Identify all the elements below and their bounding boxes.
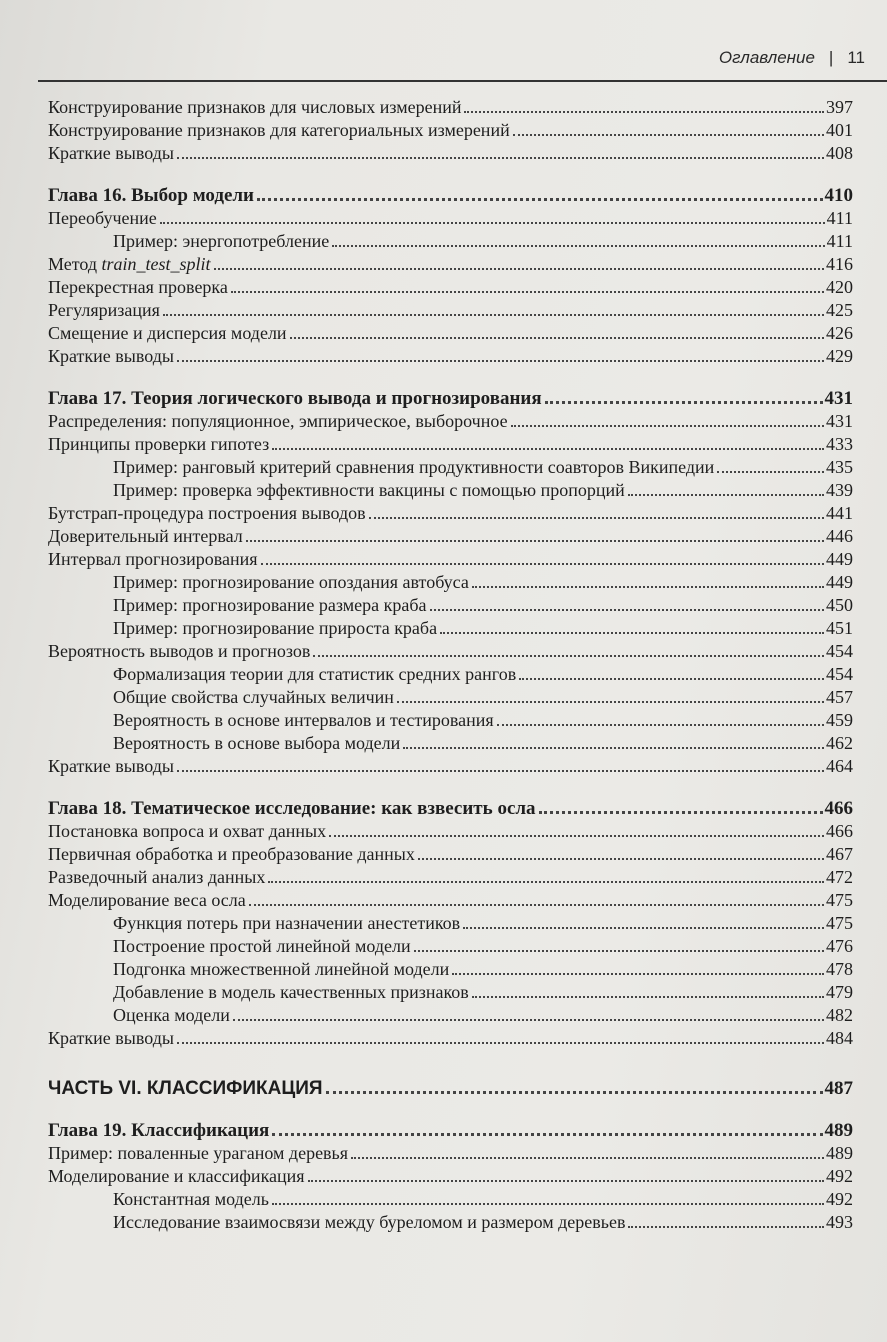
toc-page-number: 476 <box>826 936 853 956</box>
toc-entry-title <box>48 387 542 410</box>
dot-leader <box>231 291 824 293</box>
toc-entry <box>48 981 853 1004</box>
toc-entry-title <box>48 755 174 778</box>
toc-page-number: 475 <box>826 890 853 910</box>
toc-page-number: 464 <box>826 756 853 776</box>
toc-entry-text: Функция потерь при назначении анестетиков <box>113 913 461 933</box>
toc-entry-title <box>48 119 510 142</box>
toc-page-number: 439 <box>826 480 853 500</box>
toc-entry <box>48 1211 853 1234</box>
toc-entry-text: Постановка вопроса и охват данных <box>48 821 327 841</box>
dot-leader <box>290 337 824 339</box>
toc-page-number: 484 <box>826 1028 853 1048</box>
toc-entry-title <box>48 410 508 433</box>
dot-leader <box>177 360 824 362</box>
dot-leader <box>497 724 824 726</box>
toc-entry-text: Вероятность в основе выбора модели <box>113 733 401 753</box>
dot-leader <box>472 996 824 998</box>
toc-entry-text: Моделирование веса осла <box>48 890 246 910</box>
toc-entry <box>48 207 853 230</box>
toc-entry-text: Первичная обработка и преобразование данных <box>48 844 415 864</box>
toc-entry-title <box>48 345 174 368</box>
toc-entry <box>48 820 853 843</box>
dot-leader <box>440 632 824 634</box>
dot-leader <box>233 1019 824 1021</box>
toc-page-number: 472 <box>826 867 853 887</box>
toc-chapter <box>48 387 853 410</box>
toc-entry-code: train_test_split <box>101 254 211 274</box>
toc-entry-title <box>48 640 310 663</box>
toc-page-number: 487 <box>824 1078 853 1099</box>
toc-entry <box>48 1004 853 1027</box>
toc-entry <box>48 958 853 981</box>
toc-entry-text: Моделирование и классификация <box>48 1166 305 1186</box>
toc-entry-text: Построение простой линейной модели <box>113 936 411 956</box>
toc-page-number: 411 <box>826 231 853 251</box>
toc-page-number: 450 <box>826 595 853 615</box>
dot-leader <box>177 157 824 159</box>
toc-entry-text: Глава 19. Классификация <box>48 1120 270 1141</box>
toc-entry <box>48 843 853 866</box>
toc-entry-title <box>48 1027 174 1050</box>
dot-leader <box>308 1180 824 1182</box>
toc-entry <box>48 479 853 502</box>
toc-entry <box>48 142 853 165</box>
dot-leader <box>539 811 823 814</box>
toc-entry-text: Пример: прогнозирование прироста краба <box>113 618 438 638</box>
toc-entry <box>48 912 853 935</box>
header-rule <box>38 80 887 82</box>
dot-leader <box>177 1042 824 1044</box>
toc-entry <box>48 502 853 525</box>
toc-entry-title <box>48 797 536 820</box>
toc-page-number: 425 <box>826 300 853 320</box>
toc-page-number: 492 <box>826 1189 853 1209</box>
toc-entry-title <box>48 479 625 502</box>
toc-entry-text: Доверительный интервал <box>48 526 243 546</box>
toc-entry-text: Формализация теории для статистик средних рангов <box>113 664 517 684</box>
toc-page-number: 462 <box>826 733 853 753</box>
dot-leader <box>628 494 824 496</box>
toc-entry-text: Пример: прогнозирование опоздания автобуса <box>113 572 469 592</box>
toc-entry-title <box>48 617 437 640</box>
toc-entry <box>48 96 853 119</box>
toc-entry-title <box>48 981 469 1004</box>
toc-entry <box>48 433 853 456</box>
toc-entry-title <box>48 663 516 686</box>
toc-entry-title <box>48 843 415 866</box>
toc-page-number: 433 <box>826 434 853 454</box>
toc-entry-text: Краткие выводы <box>48 346 174 366</box>
toc-entry-title <box>48 709 494 732</box>
dot-leader <box>513 134 824 136</box>
toc-entry <box>48 276 853 299</box>
toc-entry <box>48 755 853 778</box>
toc-entry-text: Глава 18. Тематическое исследование: как взвесить осла <box>48 798 536 819</box>
dot-leader <box>177 770 824 772</box>
toc-entry <box>48 663 853 686</box>
toc-entry-text: Пример: ранговый критерий сравнения продуктивности соавторов Википедии <box>113 457 715 477</box>
toc-entry-text: Вероятность в основе интервалов и тестирования <box>113 710 494 730</box>
toc-page-number: 429 <box>826 346 853 366</box>
dot-leader <box>272 448 824 450</box>
header-separator: | <box>828 48 834 67</box>
dot-leader <box>261 563 824 565</box>
toc-page-number: 459 <box>826 710 853 730</box>
toc-entry <box>48 640 853 663</box>
dot-leader <box>329 835 824 837</box>
toc-entry-title <box>48 456 714 479</box>
toc-entry-text: Оценка модели <box>113 1005 230 1025</box>
toc-page-number: 451 <box>826 618 853 638</box>
dot-leader <box>332 245 824 247</box>
toc-entry <box>48 686 853 709</box>
dot-leader <box>717 471 824 473</box>
dot-leader <box>268 881 824 883</box>
section-title: Оглавление <box>718 48 815 67</box>
toc-page-number: 431 <box>826 411 853 431</box>
dot-leader <box>472 586 824 588</box>
toc-entry-text: Пример: прогнозирование размера краба <box>113 595 427 615</box>
toc-entry <box>48 299 853 322</box>
toc-entry-title <box>48 525 243 548</box>
dot-leader <box>272 1133 822 1136</box>
toc-entry-text: Пример: поваленные ураганом деревья <box>48 1143 349 1163</box>
toc-page-number: 479 <box>826 982 853 1002</box>
running-header <box>719 48 865 68</box>
dot-leader <box>160 222 825 224</box>
toc-entry <box>48 732 853 755</box>
toc-entry <box>48 617 853 640</box>
toc-page-number: 420 <box>826 277 853 297</box>
toc-entry-title <box>48 1142 348 1165</box>
toc-entry-text: Переобучение <box>48 208 157 228</box>
toc-entry-title <box>48 207 157 230</box>
dot-leader <box>397 701 824 703</box>
toc-part <box>48 1077 853 1100</box>
toc-entry-title <box>48 912 460 935</box>
toc-page-number: 478 <box>826 959 853 979</box>
toc-entry <box>48 594 853 617</box>
toc-entry-title <box>48 230 329 253</box>
toc-entry-title <box>48 1211 625 1234</box>
dot-leader <box>463 927 824 929</box>
toc-entry-text: Вероятность выводов и прогнозов <box>48 641 311 661</box>
toc-entry-text: Распределения: популяционное, эмпирическое, выборочное <box>48 411 508 431</box>
toc-page-number: 493 <box>826 1212 853 1232</box>
toc-entry-text: Интервал прогнозирования <box>48 549 258 569</box>
toc-entry-text: Регуляризация <box>48 300 160 320</box>
toc-page-number: 492 <box>826 1166 853 1186</box>
toc-entry <box>48 935 853 958</box>
toc-entry <box>48 548 853 571</box>
toc-entry-title <box>48 686 394 709</box>
toc-entry <box>48 571 853 594</box>
dot-leader <box>214 268 824 270</box>
toc-entry <box>48 322 853 345</box>
toc-entry-title <box>48 276 228 299</box>
toc-page-number: 416 <box>826 254 853 274</box>
toc-entry-text: Пример: проверка эффективности вакцины с помощью пропорций <box>113 480 625 500</box>
toc-entry-text: Подгонка множественной линейной модели <box>113 959 450 979</box>
page-number: 11 <box>847 48 865 67</box>
dot-leader <box>272 1203 824 1205</box>
toc-page-number: 467 <box>826 844 853 864</box>
toc-entry-text: Конструирование признаков для категориальных измерений <box>48 120 510 140</box>
toc-entry-title <box>48 502 366 525</box>
toc-entry-title <box>48 866 265 889</box>
toc-page-number: 482 <box>826 1005 853 1025</box>
toc-entry <box>48 709 853 732</box>
toc-entry <box>48 253 853 276</box>
toc-page-number: 449 <box>826 549 853 569</box>
toc-entry-text: Добавление в модель качественных признаков <box>113 982 469 1002</box>
dot-leader <box>519 678 824 680</box>
dot-leader <box>628 1226 824 1228</box>
toc-entry-title <box>48 299 160 322</box>
toc-page-number: 408 <box>826 143 853 163</box>
dot-leader <box>313 655 824 657</box>
toc-chapter <box>48 184 853 207</box>
toc-chapter <box>48 1119 853 1142</box>
toc-entry <box>48 889 853 912</box>
toc-entry-text: Метод <box>48 254 98 274</box>
toc-entry-title <box>48 253 211 276</box>
toc-page-number: 401 <box>826 120 853 140</box>
toc-entry-title <box>48 1119 269 1142</box>
toc-entry-text: ЧАСТЬ VI. КЛАССИФИКАЦИЯ <box>48 1078 323 1099</box>
dot-leader <box>369 517 824 519</box>
toc-entry <box>48 410 853 433</box>
toc-page-number: 457 <box>826 687 853 707</box>
toc-page-number: 426 <box>826 323 853 343</box>
toc-entry-title <box>48 96 461 119</box>
toc-entry <box>48 1165 853 1188</box>
toc-entry <box>48 1027 853 1050</box>
dot-leader <box>545 401 823 404</box>
toc-page-number: 489 <box>826 1143 853 1163</box>
toc-entry-text: Разведочный анализ данных <box>48 867 266 887</box>
toc-entry-title <box>48 433 269 456</box>
toc-page-number: 435 <box>826 457 853 477</box>
toc-entry-title <box>48 935 411 958</box>
toc-entry <box>48 1188 853 1211</box>
toc-page-number: 441 <box>826 503 853 523</box>
toc-entry-text: Глава 16. Выбор модели <box>48 185 254 206</box>
toc-entry-title <box>48 958 449 981</box>
dot-leader <box>418 858 824 860</box>
toc-entry <box>48 1142 853 1165</box>
toc-entry <box>48 866 853 889</box>
toc-page-number: 446 <box>826 526 853 546</box>
toc-entry-text: Краткие выводы <box>48 756 174 776</box>
toc-chapter <box>48 797 853 820</box>
toc-page-number: 454 <box>826 641 853 661</box>
toc-entry-text: Бутстрап-процедура построения выводов <box>48 503 366 523</box>
toc-page-number: 449 <box>826 572 853 592</box>
dot-leader <box>403 747 824 749</box>
toc-page-number: 410 <box>824 185 853 206</box>
dot-leader <box>511 425 824 427</box>
toc-entry-title <box>48 548 258 571</box>
toc-entry <box>48 345 853 368</box>
toc-entry-title <box>48 820 326 843</box>
toc-entry-text: Краткие выводы <box>48 143 174 163</box>
dot-leader <box>326 1091 823 1094</box>
toc-entry-title <box>48 889 246 912</box>
dot-leader <box>414 950 824 952</box>
toc-page-number: 466 <box>824 798 853 819</box>
dot-leader <box>257 198 823 201</box>
toc-page-number: 466 <box>826 821 853 841</box>
toc-entry <box>48 456 853 479</box>
toc-entry-text: Смещение и дисперсия модели <box>48 323 287 343</box>
dot-leader <box>464 111 824 113</box>
toc-page-number: 475 <box>826 913 853 933</box>
dot-leader <box>452 973 824 975</box>
dot-leader <box>163 314 824 316</box>
toc-page-number: 431 <box>824 388 853 409</box>
toc-entry-text: Краткие выводы <box>48 1028 174 1048</box>
toc-entry-text: Исследование взаимосвязи между буреломом и размером деревьев <box>113 1212 626 1232</box>
toc-entry-title <box>48 1188 269 1211</box>
toc-entry-title <box>48 322 287 345</box>
toc-entry-text: Общие свойства случайных величин <box>113 687 394 707</box>
toc-entry-title <box>48 184 254 207</box>
table-of-contents <box>48 96 853 1234</box>
dot-leader <box>351 1157 824 1159</box>
dot-leader <box>430 609 824 611</box>
toc-entry-text: Перекрестная проверка <box>48 277 228 297</box>
toc-page-number: 489 <box>824 1120 853 1141</box>
toc-page-number: 397 <box>826 97 853 117</box>
toc-entry <box>48 525 853 548</box>
dot-leader <box>249 904 824 906</box>
toc-page-number: 454 <box>826 664 853 684</box>
toc-entry-title <box>48 571 469 594</box>
toc-entry-title <box>48 1165 305 1188</box>
toc-entry-text: Принципы проверки гипотез <box>48 434 270 454</box>
toc-entry-text: Конструирование признаков для числовых измерений <box>48 97 462 117</box>
toc-entry-title <box>48 142 174 165</box>
toc-entry-title <box>48 1077 323 1100</box>
toc-page-number: 411 <box>826 208 853 228</box>
toc-entry <box>48 230 853 253</box>
toc-entry-title <box>48 732 400 755</box>
toc-entry-title <box>48 1004 230 1027</box>
toc-entry <box>48 119 853 142</box>
toc-entry-text: Глава 17. Теория логического вывода и прогнозирования <box>48 388 542 409</box>
toc-entry-text: Константная модель <box>113 1189 269 1209</box>
dot-leader <box>246 540 824 542</box>
toc-entry-title <box>48 594 427 617</box>
toc-entry-text: Пример: энергопотребление <box>113 231 330 251</box>
